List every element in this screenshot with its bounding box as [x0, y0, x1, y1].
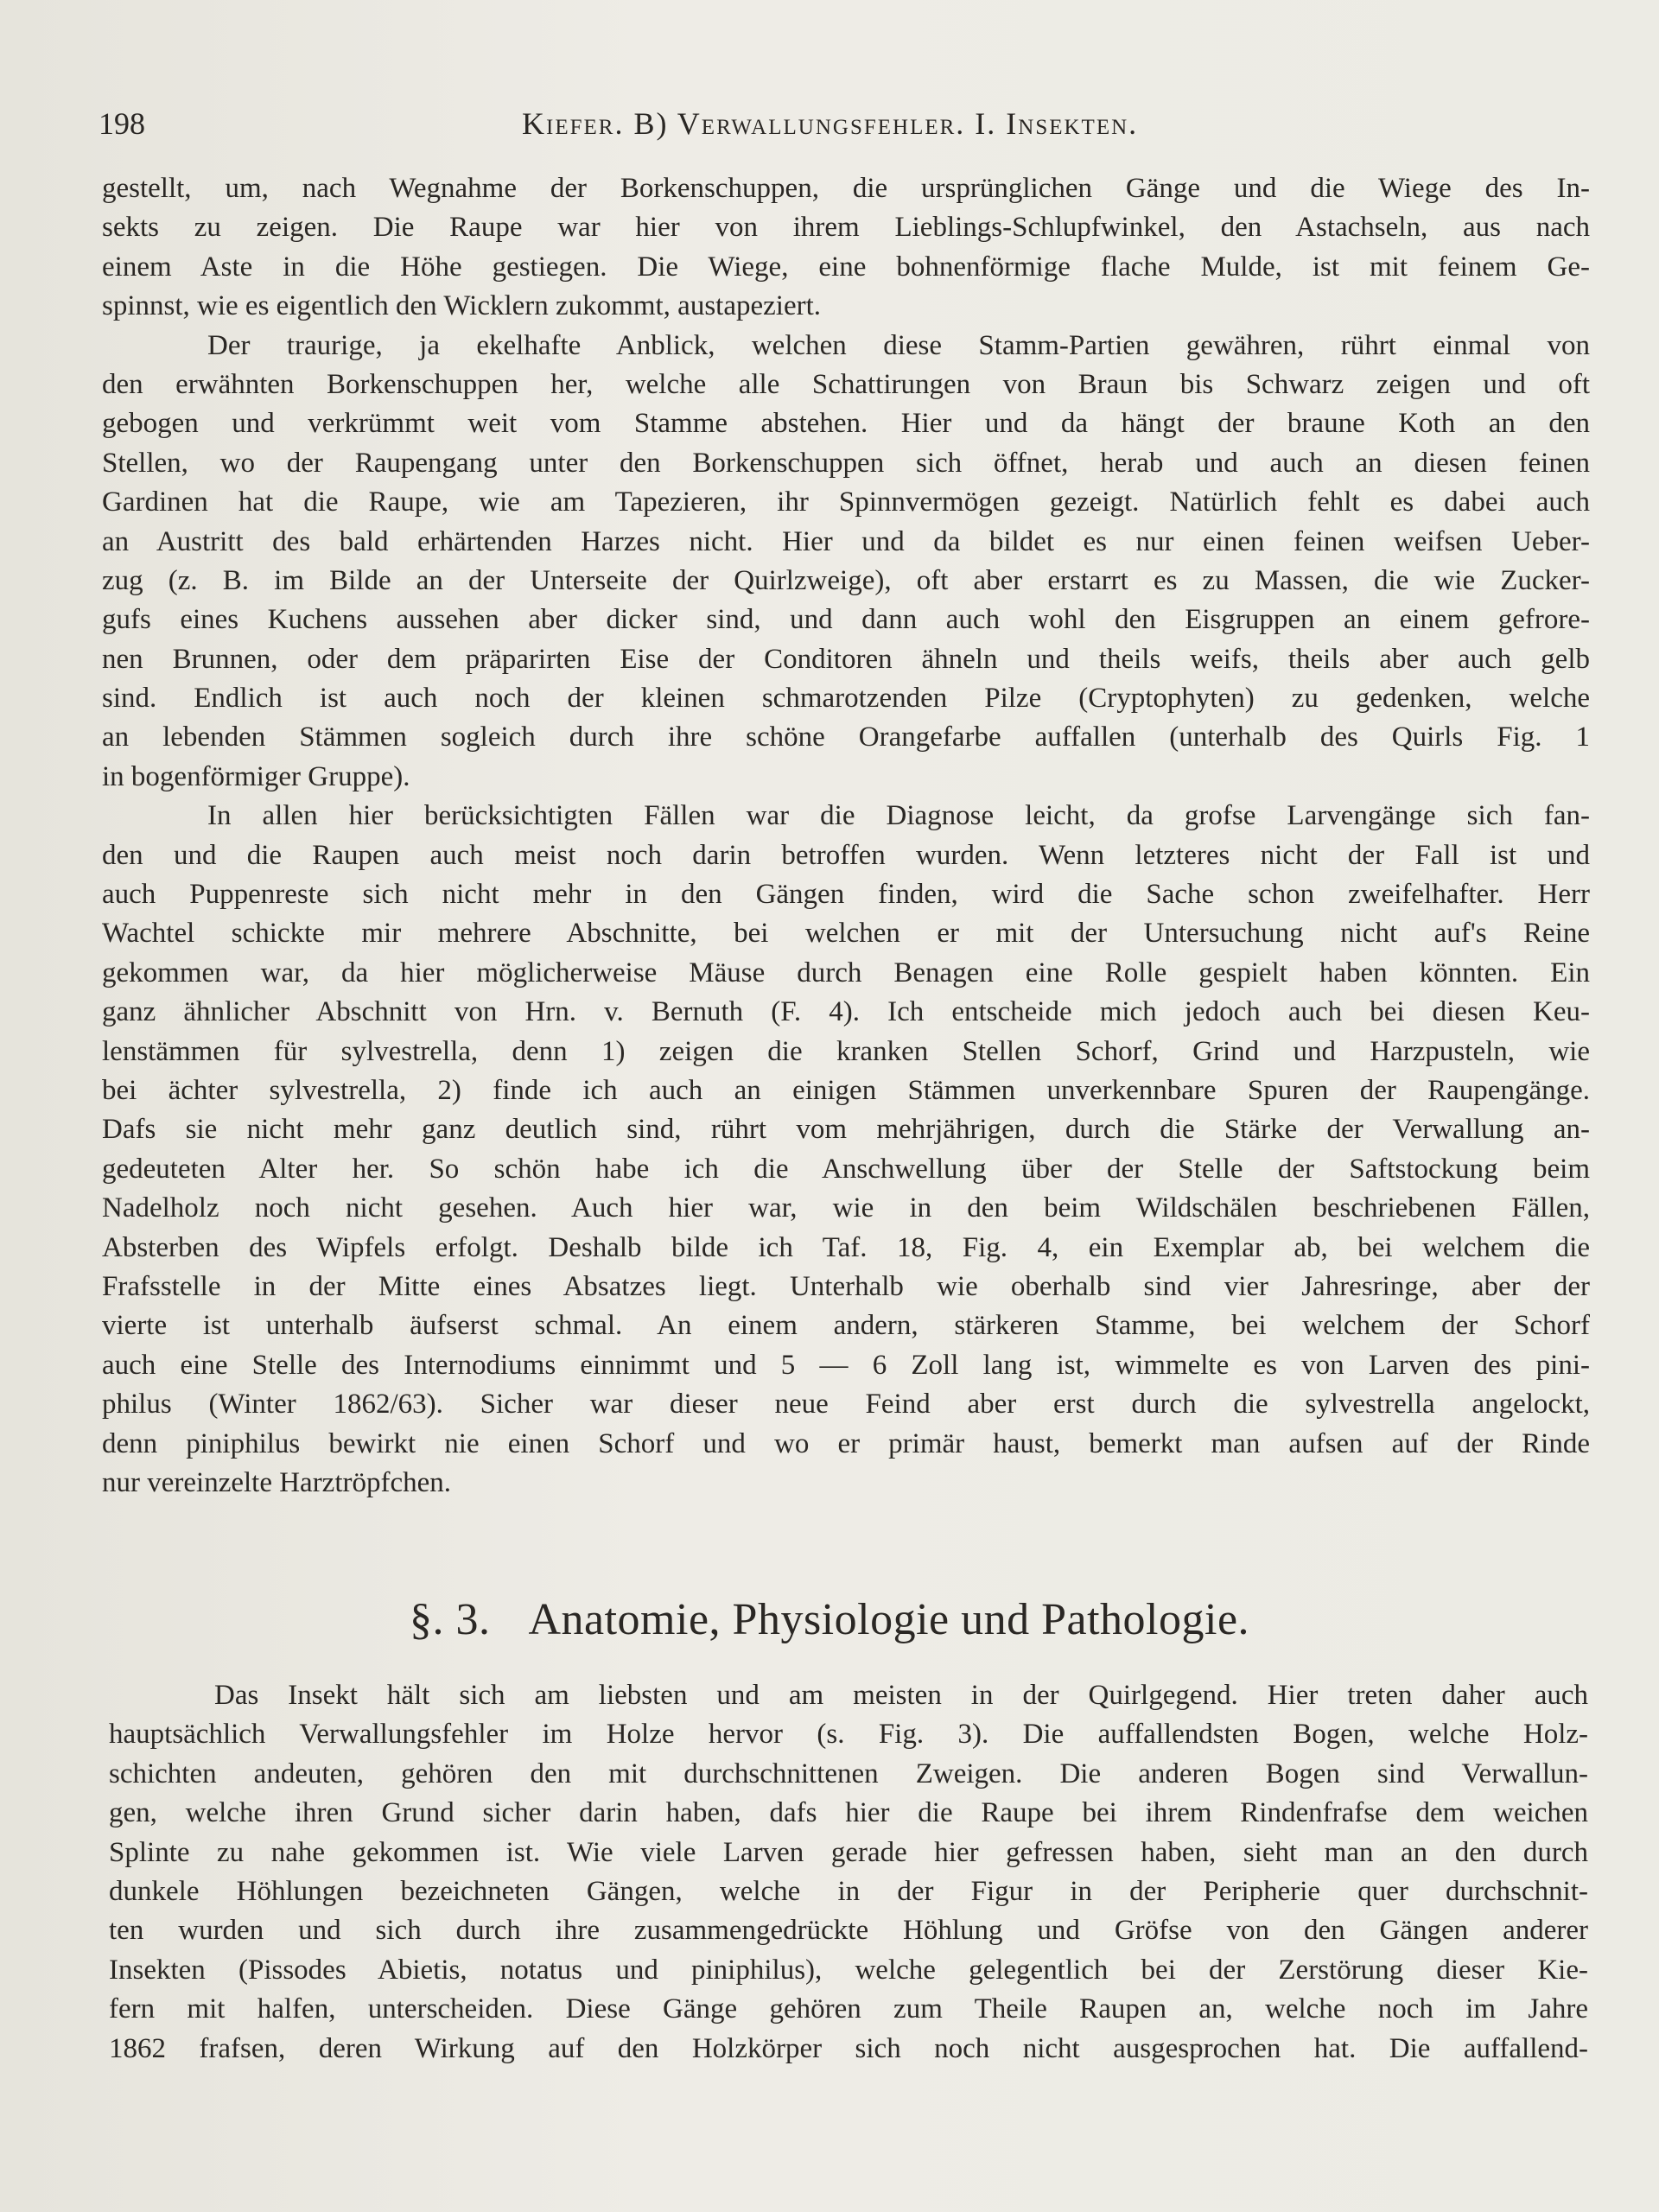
text-line: auch Puppenreste sich nicht mehr in den Gängen finden, wird die Sache schon zweifelhafter. Herr	[102, 879, 1590, 911]
text-line: Insekten (Pissodes Abietis, notatus und piniphilus), welche gelegentlich bei der Zerstörung dieser Kie-	[109, 1954, 1588, 1986]
text-line: denn piniphilus bewirkt nie einen Schorf und wo er primär haust, bemerkt man aufsen auf der Rinde	[102, 1427, 1590, 1459]
text-line: Stellen, wo der Raupengang unter den Borkenschuppen sich öffnet, herab und auch an diesen feinen	[102, 447, 1590, 479]
text-line: fern mit halfen, unterscheiden. Diese Gänge gehören zum Theile Raupen an, welche noch im Jahre	[109, 1993, 1588, 2025]
paragraph-start-line: Der traurige, ja ekelhafte Anblick, welchen diese Stamm-Partien gewähren, rührt einmal von	[207, 329, 1590, 361]
section-title: Anatomie, Physiologie und Pathologie.	[528, 1595, 1250, 1644]
section-number: §. 3.	[409, 1595, 491, 1644]
text-line: gedeuteten Alter her. So schön habe ich die Anschwellung über der Stelle der Saftstockung beim	[102, 1153, 1590, 1185]
running-head	[99, 105, 1585, 149]
text-line: vierte ist unterhalb äufserst schmal. An einem andern, stärkeren Stamme, bei welchem der Schorf	[102, 1310, 1590, 1342]
text-line: einem Aste in die Höhe gestiegen. Die Wiege, eine bohnenförmige flache Mulde, ist mit feinem Ge-	[102, 251, 1590, 283]
page-number: 198	[99, 106, 145, 141]
text-line: Splinte zu nahe gekommen ist. Wie viele Larven gerade hier gefressen haben, sieht man an den durch	[109, 1836, 1588, 1868]
text-line: ten wurden und sich durch ihre zusammengedrückte Höhlung und Gröfse von den Gängen anderer	[109, 1915, 1588, 1947]
text-line: Gardinen hat die Raupe, wie am Tapezieren, ihr Spinnvermögen gezeigt. Natürlich fehlt es dabei auch	[102, 486, 1590, 518]
text-line: hauptsächlich Verwallungsfehler im Holze hervor (s. Fig. 3). Die auffallendsten Bogen, welche Holz-	[109, 1719, 1588, 1751]
text-line: nur vereinzelte Harztröpfchen.	[102, 1466, 452, 1498]
text-line: Nadelholz noch nicht gesehen. Auch hier war, wie in den beim Wildschälen beschriebenen Fällen,	[102, 1192, 1590, 1224]
text-line: ganz ähnlicher Abschnitt von Hrn. v. Bernuth (F. 4). Ich entscheide mich jedoch auch bei diesen Keu-	[102, 996, 1590, 1028]
text-line: Frafsstelle in der Mitte eines Absatzes liegt. Unterhalb wie oberhalb sind vier Jahresringe, aber der	[102, 1270, 1590, 1302]
text-line: auch eine Stelle des Internodiums einnimmt und 5 — 6 Zoll lang ist, wimmelte es von Larven des pini-	[102, 1349, 1590, 1381]
text-line: sekts zu zeigen. Die Raupe war hier von ihrem Lieblings-Schlupfwinkel, den Astachseln, aus nach	[102, 212, 1590, 244]
text-line: sind. Endlich ist auch noch der kleinen schmarotzenden Pilze (Cryptophyten) zu gedenken, welche	[102, 683, 1590, 715]
text-line: den und die Raupen auch meist noch darin betroffen wurden. Wenn letzteres nicht der Fall ist und	[102, 839, 1590, 871]
text-line: Absterben des Wipfels erfolgt. Deshalb bilde ich Taf. 18, Fig. 4, ein Exemplar ab, bei welchem die	[102, 1231, 1590, 1263]
running-title: Kiefer. B) Verwallungsfehler. I. Insekten.	[522, 106, 1139, 141]
section-heading	[0, 1594, 1659, 1645]
text-line: gekommen war, da hier möglicherweise Mäuse durch Benagen eine Rolle gespielt haben könnten. Ein	[102, 957, 1590, 988]
text-line: gufs eines Kuchens aussehen aber dicker sind, und dann auch wohl den Eisgruppen an einem gefrore-	[102, 604, 1590, 636]
body-text-block-2	[109, 1676, 1588, 2069]
text-line: dunkele Höhlungen bezeichneten Gängen, welche in der Figur in der Peripherie quer durchschnit-	[109, 1875, 1588, 1907]
text-line: an lebenden Stämmen sogleich durch ihre schöne Orangefarbe auffallen (unterhalb des Quirls Fig. 1	[102, 721, 1590, 753]
text-line: gebogen und verkrümmt weit vom Stamme abstehen. Hier und da hängt der braune Koth an den	[102, 408, 1590, 440]
paragraph-start-line: In allen hier berücksichtigten Fällen war die Diagnose leicht, da grofse Larvengänge sich fan-	[207, 800, 1590, 832]
text-line: spinnst, wie es eigentlich den Wicklern zukommt, austapeziert.	[102, 290, 821, 322]
text-line: schichten andeuten, gehören den mit durchschnittenen Zweigen. Die anderen Bogen sind Verwallun-	[109, 1758, 1588, 1789]
text-line: gen, welche ihren Grund sicher darin haben, dafs hier die Raupe bei ihrem Rindenfrafse dem weichen	[109, 1797, 1588, 1829]
text-line: zug (z. B. im Bilde an der Unterseite der Quirlzweige), oft aber erstarrt es zu Massen, die wie Zucker-	[102, 564, 1590, 596]
text-line: lenstämmen für sylvestrella, denn 1) zeigen die kranken Stellen Schorf, Grind und Harzpusteln, wie	[102, 1035, 1590, 1067]
text-line: an Austritt des bald erhärtenden Harzes nicht. Hier und da bildet es nur einen feinen weifsen Ueber-	[102, 525, 1590, 557]
paragraph-start-line: Das Insekt hält sich am liebsten und am meisten in der Quirlgegend. Hier treten daher auch	[214, 1680, 1588, 1711]
text-line: philus (Winter 1862/63). Sicher war dieser neue Feind aber erst durch die sylvestrella angelockt,	[102, 1389, 1590, 1421]
text-line: in bogenförmiger Gruppe).	[102, 760, 410, 792]
text-line: nen Brunnen, oder dem präparirten Eise der Conditoren ähneln und theils weifs, theils aber auch gelb	[102, 643, 1590, 675]
text-line: 1862 frafsen, deren Wirkung auf den Holzkörper sich noch nicht ausgesprochen hat. Die auffallend-	[109, 2032, 1588, 2064]
text-line: Wachtel schickte mir mehrere Abschnitte, bei welchen er mit der Untersuchung nicht auf's Reine	[102, 918, 1590, 950]
body-text-block-1	[102, 169, 1590, 1503]
text-line: bei ächter sylvestrella, 2) finde ich auch an einigen Stämmen unverkennbare Spuren der Raupengänge.	[102, 1074, 1590, 1106]
text-line: den erwähnten Borkenschuppen her, welche alle Schattirungen von Braun bis Schwarz zeigen und oft	[102, 368, 1590, 400]
text-line: gestellt, um, nach Wegnahme der Borkenschuppen, die ursprünglichen Gänge und die Wiege des In-	[102, 173, 1590, 204]
text-line: Dafs sie nicht mehr ganz deutlich sind, rührt vom mehrjährigen, durch die Stärke der Verwallung an-	[102, 1114, 1590, 1146]
